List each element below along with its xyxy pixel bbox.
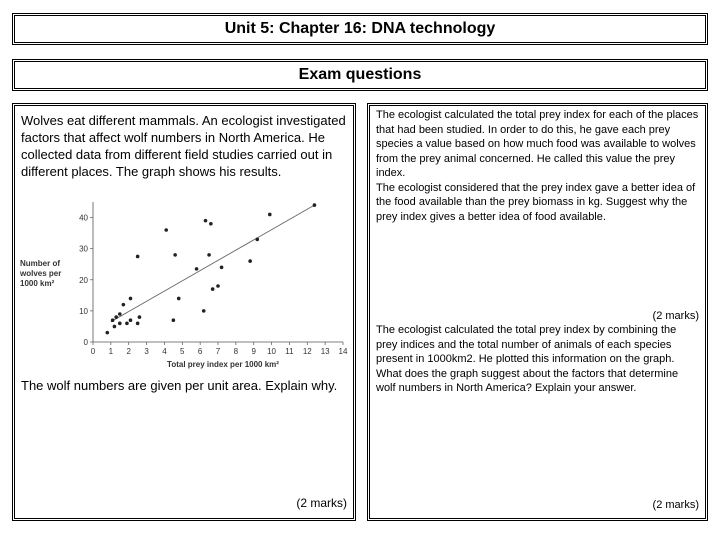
unit-title	[14, 15, 706, 43]
data-point	[114, 315, 118, 319]
exam-questions-title-text: Exam questions	[298, 66, 422, 83]
data-point	[313, 203, 317, 207]
wolf-factors-question: The ecologist calculated the total prey index by combining the prey indices and the total number of animals of each species present in 1000km2. He plotted this information on the graph. What does the graph suggest about the factors that determine wolf numbers in North America? Explain your answer.	[376, 324, 679, 394]
data-point	[111, 318, 115, 322]
x-tick-label: 5	[180, 347, 185, 356]
wolf-prey-scatter-chart	[18, 198, 353, 373]
data-point	[105, 331, 109, 335]
chart-ticks	[79, 214, 348, 356]
y-tick-label: 0	[83, 338, 88, 347]
x-tick-label: 7	[215, 347, 221, 356]
chart-points	[105, 203, 316, 334]
data-point	[209, 222, 213, 226]
right-question-panel	[369, 105, 706, 519]
data-point	[204, 219, 208, 223]
x-tick-label: 13	[320, 347, 330, 356]
y-tick-label: 10	[79, 306, 88, 316]
data-point	[113, 325, 117, 329]
data-point	[207, 253, 211, 257]
data-point	[138, 315, 142, 319]
data-point	[136, 255, 140, 259]
data-point	[118, 312, 122, 316]
x-tick-label: 11	[285, 347, 294, 356]
prey-index-question: The ecologist calculated the total prey index for each of the places that had been studied. In order to do this, he gave each prey species a value based on how much food was available to wolves from the prey animal concerned. He called this value the prey index. The ecologist considered that the prey index gave a better idea of the food available than the prey biomass in kg. Suggest why the prey index gives a better idea of food available.	[376, 109, 699, 223]
unit-title-text: Unit 5: Chapter 16: DNA technology	[224, 20, 496, 37]
exam-questions-title	[14, 61, 706, 89]
y-tick-label: 30	[79, 244, 88, 254]
data-point	[211, 287, 215, 291]
intro-text: Wolves eat different mammals. An ecologist investigated factors that affect wolf numbers in North America. He collected data from different field studies carried out in different places. The graph shows his results.	[21, 113, 350, 179]
y-axis-label-line: wolves per	[20, 269, 62, 278]
unit-area-question: The wolf numbers are given per unit area. Explain why.	[21, 378, 338, 393]
y-tick-label: 40	[79, 213, 88, 223]
data-point	[202, 309, 206, 313]
x-tick-label: 14	[338, 347, 348, 356]
data-point	[216, 284, 220, 288]
data-point	[164, 228, 168, 232]
data-point	[173, 253, 177, 257]
data-point	[248, 259, 252, 263]
marks-label-right-2: (2 marks)	[652, 498, 699, 511]
data-point	[195, 267, 199, 271]
x-tick-label: 12	[302, 347, 312, 356]
x-tick-label: 4	[162, 347, 167, 356]
data-point	[255, 238, 259, 242]
x-tick-label: 8	[233, 347, 239, 356]
data-point	[177, 297, 181, 301]
y-axis-label-line: Number of	[20, 259, 60, 268]
y-axis-label-line: 1000 km²	[20, 279, 55, 288]
chart-labels	[19, 259, 279, 369]
x-tick-label: 6	[197, 347, 203, 356]
data-point	[172, 318, 176, 322]
x-tick-label: 0	[90, 347, 96, 356]
x-tick-label: 10	[267, 347, 277, 356]
data-point	[129, 318, 133, 322]
marks-label-right-1: (2 marks)	[652, 310, 699, 322]
x-tick-label: 2	[126, 347, 131, 356]
x-tick-label: 3	[144, 347, 149, 356]
x-tick-label: 9	[251, 347, 256, 356]
data-point	[220, 266, 224, 270]
trend-line	[111, 205, 315, 322]
data-point	[268, 213, 272, 217]
marks-label-left: (2 marks)	[296, 496, 347, 510]
data-point	[125, 322, 129, 326]
data-point	[129, 297, 133, 301]
data-point	[118, 322, 122, 326]
chart-trendline	[111, 205, 315, 322]
x-tick-label: 1	[108, 347, 114, 356]
x-axis-label: Total prey index per 1000 km²	[167, 360, 279, 369]
data-point	[122, 303, 126, 307]
y-tick-label: 20	[79, 275, 88, 285]
data-point	[136, 322, 140, 326]
